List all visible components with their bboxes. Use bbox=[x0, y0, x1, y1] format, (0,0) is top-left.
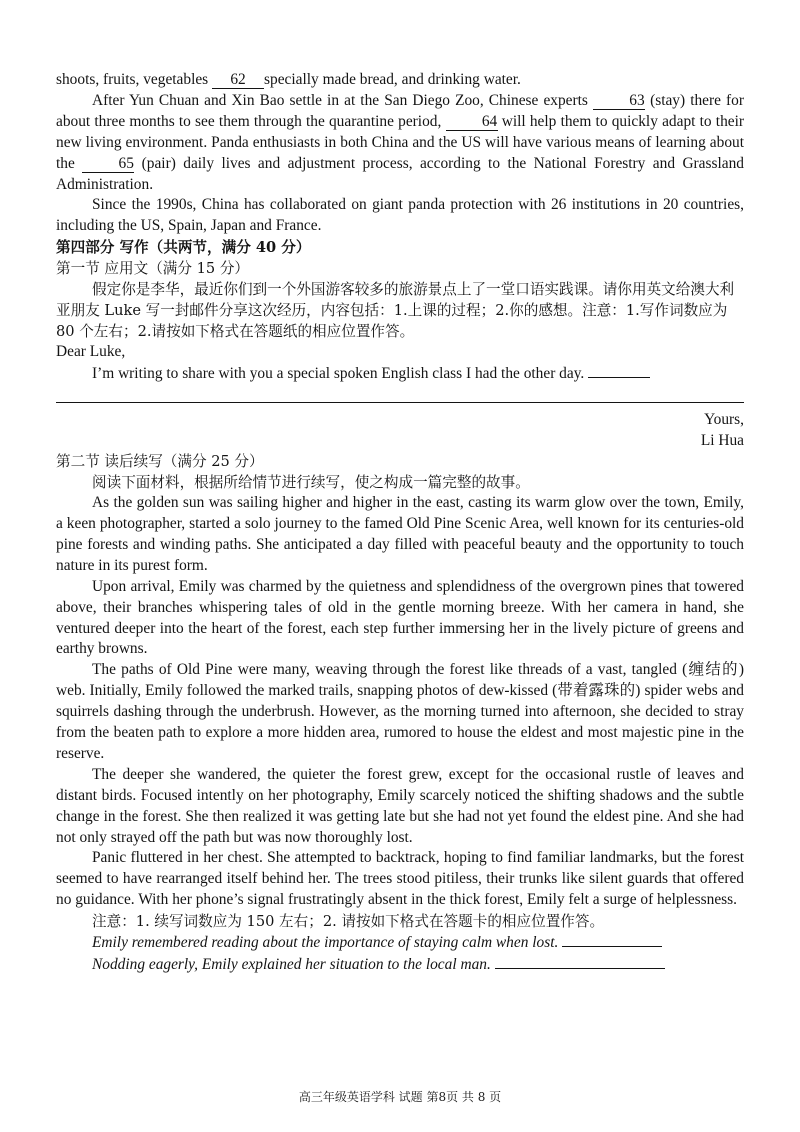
letter-greeting: Dear Luke, bbox=[56, 343, 126, 361]
passage-line-62: shoots, fruits, vegetables 62 specially made bread, and drinking water. bbox=[56, 71, 521, 88]
section1-heading: 第一节 应用文（满分 15 分） bbox=[56, 260, 250, 278]
letter-closing: Yours, bbox=[704, 411, 744, 429]
blank-63: 63 bbox=[593, 93, 645, 110]
blank-64: 64 bbox=[446, 114, 498, 131]
story-paragraph-4: The deeper she wandered, the quieter the forest grew, except for the occasional rustle of leaves and distant birds. Focused intently on her photography, Emily scarcely noticed the shifting shadows and the subtle change in the forest. She then realized it was getting late but she had not yet found the eldest pine. And she had not only strayed off the path but was now thoroughly lost. bbox=[56, 765, 744, 846]
part4-heading: 第四部分 写作（共两节，满分 40 分） bbox=[56, 239, 311, 257]
passage-paragraph-3: Since the 1990s, China has collaborated on giant panda protection with 26 institutions in 20 countries, including the US, Spain, Japan and France. bbox=[56, 196, 744, 235]
section2-heading: 第二节 读后续写（满分 25 分） bbox=[56, 453, 264, 471]
section1-instructions: 假定你是李华，最近你们到一个外国游客较多的旅游景点上了一堂口语实践课。请你用英文给澳大利亚朋友 Luke 写一封邮件分享这次经历，内容包括：1.上课的过程；2.你的感想。注意：1.写作词数应为 80 个左右；2.请按如下格式在答题纸的相应位置作答。 bbox=[56, 281, 735, 341]
prompt2-answer-line bbox=[495, 954, 665, 969]
story-paragraph-1: As the golden sun was sailing higher and higher in the east, casting its warm glow over the town, Emily, a keen photographer, started a solo journey to the famed Old Pine Scenic Area, well known for its centuries-old pine forests and winding paths. She anticipated a day filled with peaceful beauty and the opportunity to touch nature in its purest form. bbox=[56, 494, 744, 574]
story-paragraph-2: Upon arrival, Emily was charmed by the quietness and splendidness of the overgrown pines that towered above, their branches whispering tales of old in the gentle morning breeze. With her camera in hand, she ventured deeper into the heart of the forest, each step further immersing her in the lively picture of greens and earthy browns. bbox=[56, 577, 744, 658]
letter-signature: Li Hua bbox=[700, 432, 744, 450]
prompt1-answer-line bbox=[562, 932, 662, 947]
answer-line-inline bbox=[588, 363, 650, 378]
blank-65: 65 bbox=[82, 156, 134, 173]
page-footer: 高三年级英语学科 试题 第8页 共 8 页 bbox=[298, 1090, 502, 1104]
story-paragraph-3: The paths of Old Pine were many, weaving through the forest like threads of a vast, tangled (缠结的) web. Initially, Emily followed the marked trails, snapping photos of dew-kissed (带着露珠的) spider webs and squirrels dashing through the underbrush. However, as the morning turned into afternoon, she decided to stray from the beaten path to explore a more hidden area, rumored to house the eldest and most majestic pine in the reserve. bbox=[56, 661, 744, 762]
continuation-prompt-2: Nodding eagerly, Emily explained her situation to the local man. bbox=[56, 954, 744, 976]
story-paragraph-5: Panic fluttered in her chest. She attempted to backtrack, hoping to find familiar landmarks, but the forest seemed to have rearranged itself behind her. The trees stood pitiless, their trunks like silent guards that offered no guidance. With her phone’s signal frustratingly absent in the thick forest, Emily felt a surge of helplessness. bbox=[56, 849, 744, 909]
section2-instructions: 阅读下面材料，根据所给情节进行续写，使之构成一篇完整的故事。 bbox=[92, 474, 530, 492]
continuation-prompt-1: Emily remembered reading about the importance of staying calm when lost. bbox=[56, 932, 744, 954]
answer-line-full bbox=[56, 386, 744, 403]
section2-note: 注意：1. 续写词数应为 150 左右；2. 请按如下格式在答题卡的相应位置作答。 bbox=[92, 913, 605, 931]
passage-paragraph-2: After Yun Chuan and Xin Bao settle in at the San Diego Zoo, Chinese experts 63 (stay) there for about three months to see them through the quarantine period, 64 will help them to quickly adapt to their new living environment. Panda enthusiasts in both China and the US will have various means of learning about the 65 (pair) daily lives and adjustment process, according to the National Forestry and Grassland Administration. bbox=[56, 91, 745, 193]
letter-opening: I’m writing to share with you a special spoken English class I had the other day. bbox=[56, 363, 744, 385]
exam-page bbox=[56, 70, 744, 976]
blank-62: 62 bbox=[212, 72, 264, 89]
